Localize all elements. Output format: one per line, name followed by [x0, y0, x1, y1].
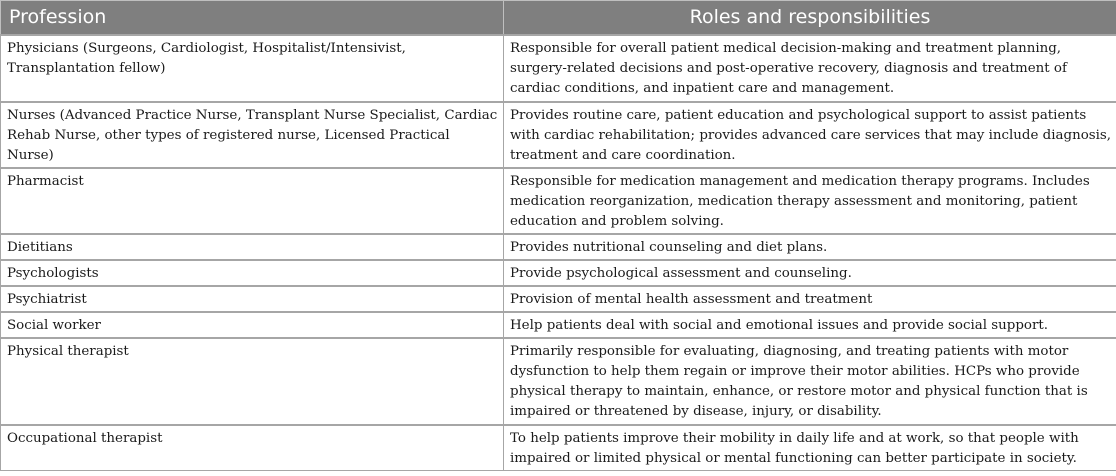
- roles-cell: Provides routine care, patient education and psychological support to assist patients with cardiac rehabilitation; provides advanced care services that may include diagnosis, treatment and care coordination.: [504, 102, 1116, 168]
- table-row: [1, 168, 1116, 234]
- roles-cell: To help patients improve their mobility in daily life and at work, so that people with impaired or limited physical or mental functioning can better participate in society.: [504, 425, 1116, 471]
- profession-cell: Social worker: [1, 312, 504, 338]
- profession-cell: Pharmacist: [1, 168, 504, 234]
- roles-cell: Provides nutritional counseling and diet plans.: [504, 234, 1116, 260]
- roles-cell: Responsible for overall patient medical decision-making and treatment planning, surgery-related decisions and post-operative recovery, diagnosis and treatment of cardiac conditions, and inpatient care and management.: [504, 35, 1116, 102]
- table-row: [1, 35, 1116, 102]
- header-roles: Roles and responsibilities: [504, 1, 1116, 36]
- profession-cell: Nurses (Advanced Practice Nurse, Transplant Nurse Specialist, Cardiac Rehab Nurse, other types of registered nurse, Licensed Practical Nurse): [1, 102, 504, 168]
- header-profession: Profession: [1, 1, 504, 36]
- table-header-row: [1, 1, 1116, 36]
- table-row: [1, 102, 1116, 168]
- roles-cell: Provision of mental health assessment and treatment: [504, 286, 1116, 312]
- table-row: [1, 286, 1116, 312]
- profession-cell: Physical therapist: [1, 338, 504, 425]
- table-row: [1, 260, 1116, 286]
- table-row: [1, 234, 1116, 260]
- table-row: [1, 425, 1116, 471]
- roles-cell: Primarily responsible for evaluating, diagnosing, and treating patients with motor dysfunction to help them regain or improve their motor abilities. HCPs who provide physical therapy to maintain, enhance, or restore motor and physical function that is impaired or threatened by disease, injury, or disability.: [504, 338, 1116, 425]
- profession-cell: Dietitians: [1, 234, 504, 260]
- profession-cell: Physicians (Surgeons, Cardiologist, Hospitalist/Intensivist, Transplantation fellow): [1, 35, 504, 102]
- roles-cell: Help patients deal with social and emotional issues and provide social support.: [504, 312, 1116, 338]
- table-row: [1, 338, 1116, 425]
- profession-cell: Occupational therapist: [1, 425, 504, 471]
- profession-cell: Psychiatrist: [1, 286, 504, 312]
- roles-cell: Provide psychological assessment and counseling.: [504, 260, 1116, 286]
- profession-cell: Psychologists: [1, 260, 504, 286]
- roles-cell: Responsible for medication management and medication therapy programs. Includes medication reorganization, medication therapy assessment and monitoring, patient education and problem solving.: [504, 168, 1116, 234]
- table-row: [1, 312, 1116, 338]
